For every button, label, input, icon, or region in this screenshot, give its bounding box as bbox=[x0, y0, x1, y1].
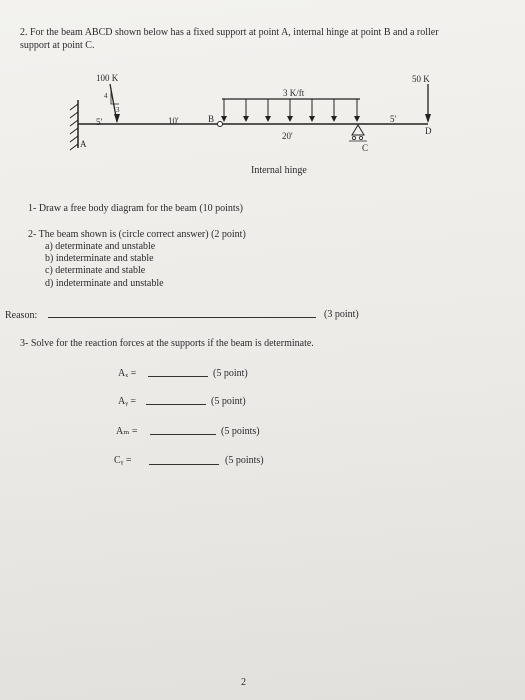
question-2-option-c[interactable]: c) determinate and stable bbox=[45, 265, 146, 276]
reaction-ax-answer-line[interactable] bbox=[148, 376, 208, 377]
reaction-ay-answer-line[interactable] bbox=[146, 404, 206, 405]
question-2-option-d[interactable]: d) indeterminate and unstable bbox=[45, 278, 164, 289]
reaction-ax-points: (5 point) bbox=[213, 368, 248, 379]
slope-rise-label: 4 bbox=[104, 92, 108, 100]
reaction-cy-points: (5 points) bbox=[225, 455, 264, 466]
point-load-50k-arrowhead bbox=[425, 114, 431, 123]
fixed-support-hatching bbox=[70, 104, 78, 150]
distributed-load-label: 3 K/ft bbox=[283, 88, 305, 98]
dimension-20ft: 20' bbox=[282, 131, 293, 141]
point-label-a: A bbox=[80, 139, 87, 149]
reaction-ax-label: Aₓ = bbox=[118, 368, 137, 379]
question-3: 3- Solve for the reaction forces at the supports if the beam is determinate. bbox=[20, 338, 314, 349]
question-2-option-b[interactable]: b) indeterminate and stable bbox=[45, 253, 154, 264]
reaction-am-points: (5 points) bbox=[221, 426, 260, 437]
question-2-option-a[interactable]: a) determinate and unstable bbox=[45, 241, 156, 252]
point-label-b: B bbox=[208, 114, 215, 124]
reaction-cy-answer-line[interactable] bbox=[149, 464, 219, 465]
reaction-ay-points: (5 point) bbox=[211, 396, 246, 407]
load-label-50k: 50 K bbox=[412, 74, 430, 84]
internal-hinge-symbol bbox=[218, 122, 223, 127]
point-label-d: D bbox=[425, 126, 432, 136]
reaction-ay-label: Aᵧ = bbox=[118, 396, 137, 407]
internal-hinge-caption: Internal hinge bbox=[251, 165, 307, 176]
problem-statement-line1: 2. For the beam ABCD shown below has a fixed support at point A, internal hinge at point B and a roller bbox=[20, 27, 439, 38]
problem-statement-line2: support at point C. bbox=[20, 40, 95, 51]
dimension-5ft-left: 5' bbox=[96, 117, 103, 127]
reason-answer-line[interactable] bbox=[48, 317, 316, 318]
point-load-100k-arrowhead bbox=[114, 114, 120, 123]
question-1: 1- Draw a free body diagram for the beam (10 points) bbox=[28, 203, 243, 214]
load-label-100k: 100 K bbox=[96, 73, 119, 83]
dimension-10ft: 10' bbox=[168, 116, 179, 126]
question-2-title: 2- The beam shown is (circle correct answer) (2 point) bbox=[28, 229, 246, 240]
slope-run-label: 3 bbox=[116, 106, 120, 114]
roller-support-c bbox=[352, 125, 364, 135]
reaction-cy-label: Cᵧ = bbox=[114, 455, 132, 466]
point-label-c: C bbox=[362, 143, 369, 153]
reason-points: (3 point) bbox=[324, 309, 359, 320]
reason-label: Reason: bbox=[5, 310, 38, 321]
reaction-am-answer-line[interactable] bbox=[150, 434, 216, 435]
reaction-am-label: Aₘ = bbox=[116, 426, 138, 437]
page-number: 2 bbox=[241, 677, 246, 688]
dimension-5ft-right: 5' bbox=[390, 114, 397, 124]
